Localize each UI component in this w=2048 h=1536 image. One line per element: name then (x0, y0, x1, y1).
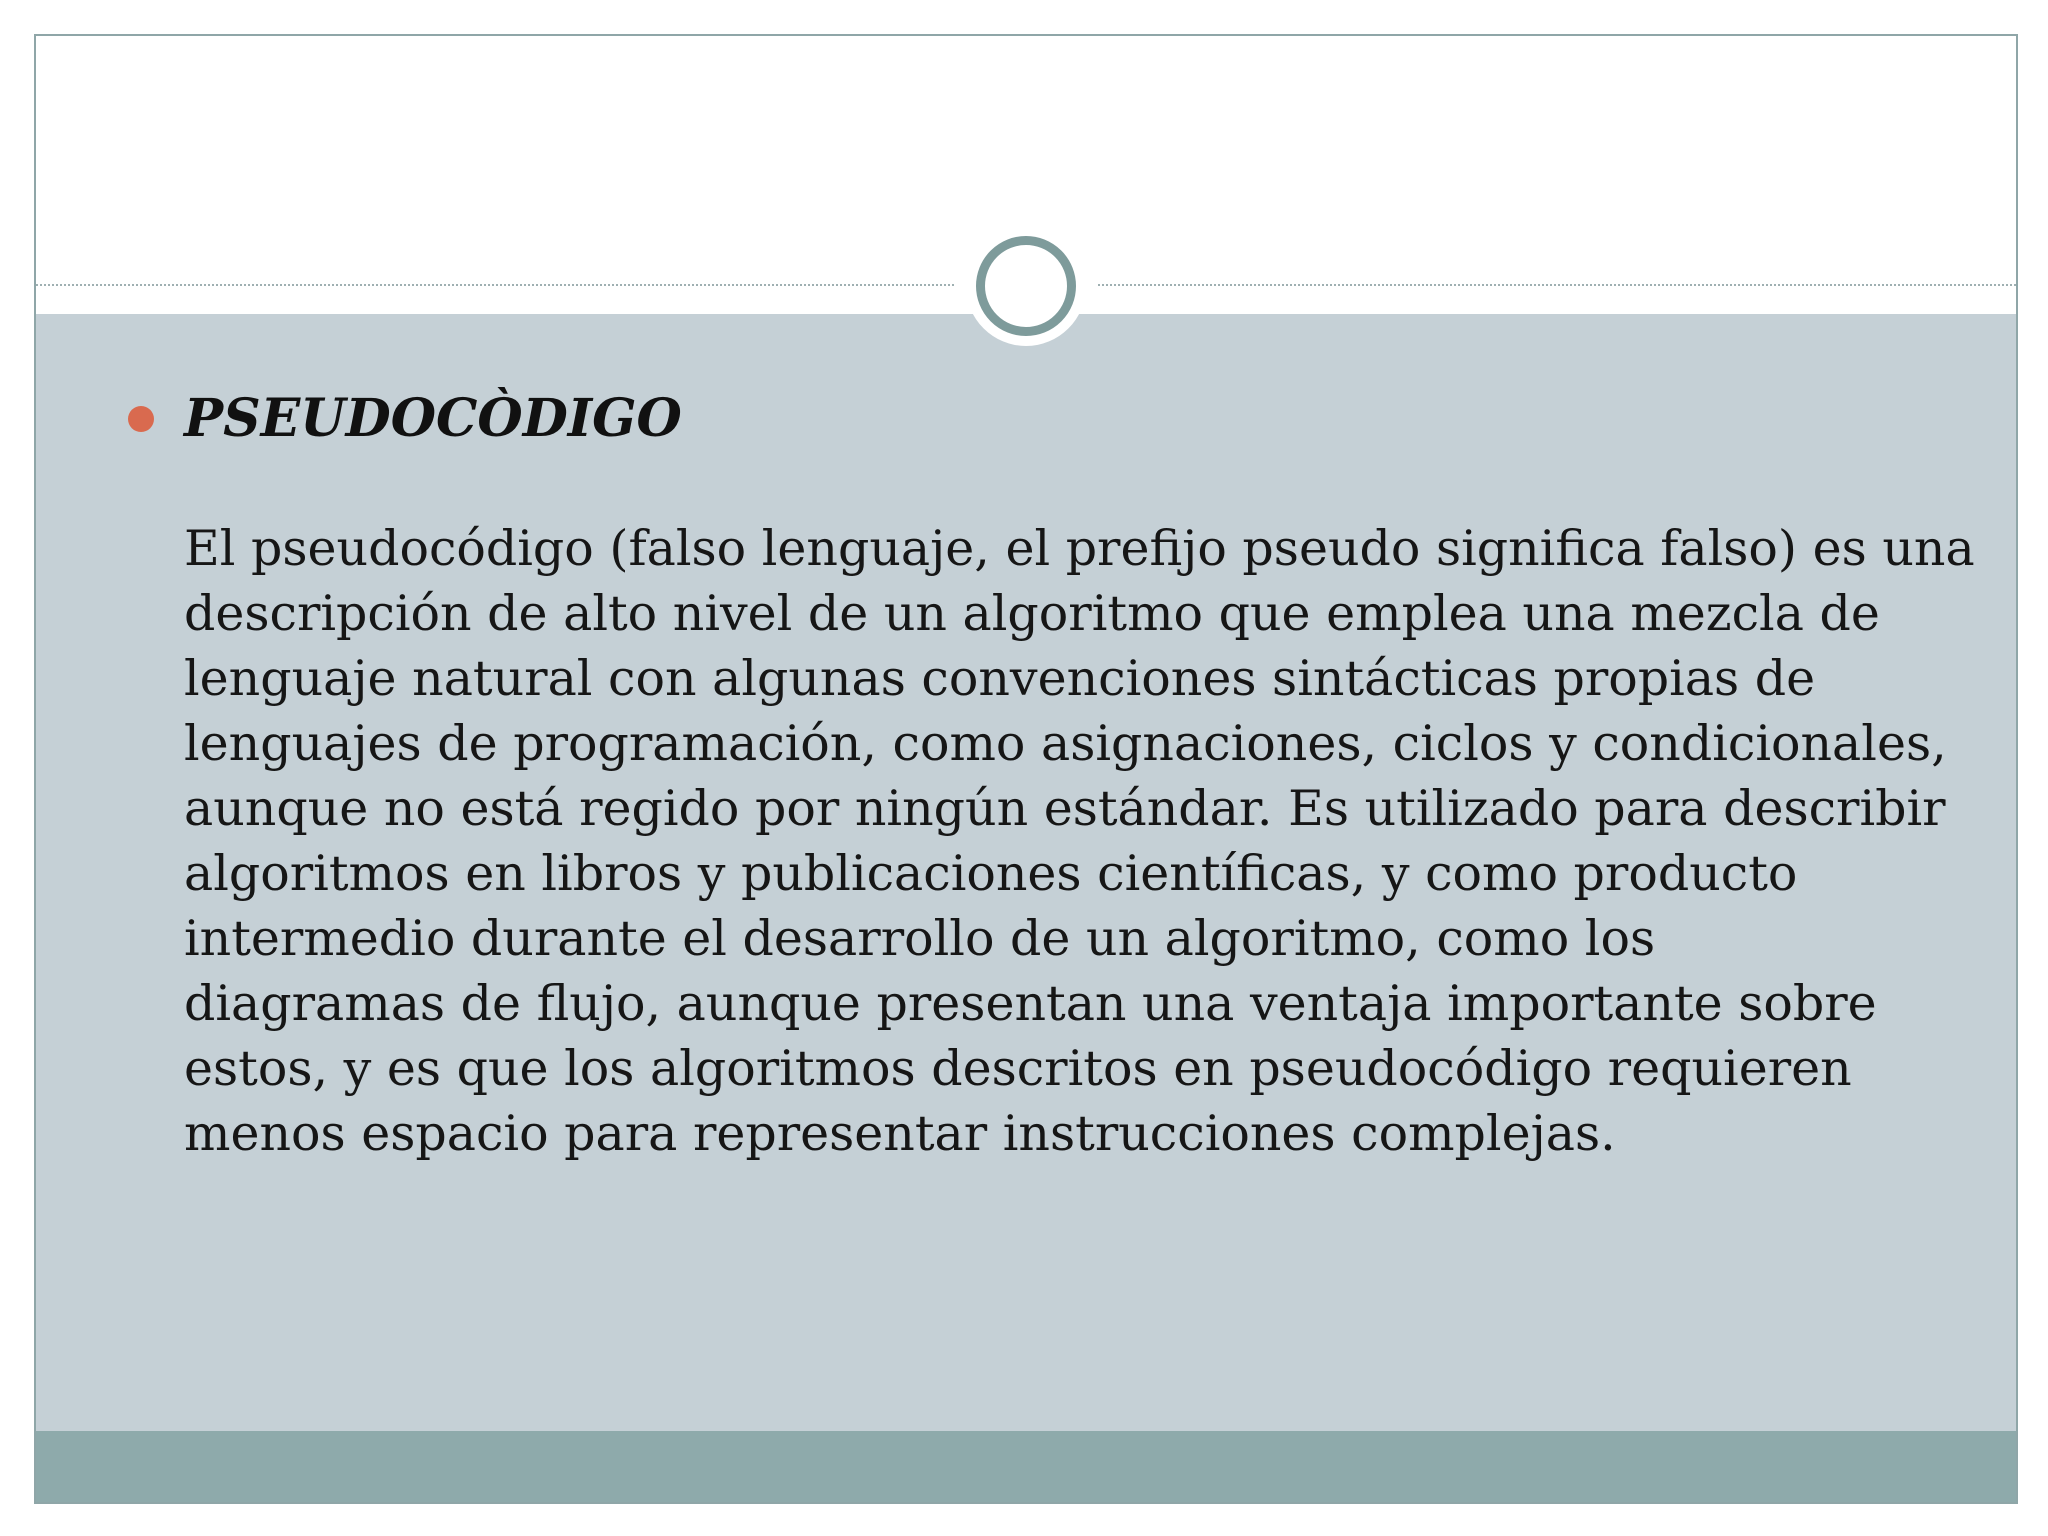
bullet-dot-icon (128, 406, 154, 432)
slide (34, 34, 2018, 1504)
paragraph-line: estos, y es que los algoritmos descritos en pseudocódigo requieren (184, 1040, 1852, 1097)
paragraph-line: menos espacio para representar instrucciones complejas. (184, 1105, 1616, 1162)
header-divider-left (36, 284, 954, 286)
footer-band (36, 1431, 2016, 1502)
paragraph-line: diagramas de flujo, aunque presentan una ventaja importante sobre (184, 975, 1877, 1032)
header-divider-right (1098, 284, 2016, 286)
paragraph-line: descripción de alto nivel de un algoritmo que emplea una mezcla de (184, 585, 1880, 642)
paragraph-line: algoritmos en libros y publicaciones científicas, y como producto (184, 845, 1798, 902)
slide-heading: PSEUDOCÒDIGO (184, 388, 682, 449)
body-paragraph (184, 516, 1984, 1166)
paragraph-line: lenguajes de programación, como asignaciones, ciclos y condicionales, (184, 715, 1947, 772)
paragraph-line: intermedio durante el desarrollo de un algoritmo, como los (184, 910, 1656, 967)
paragraph-line: lenguaje natural con algunas convenciones sintácticas propias de (184, 650, 1816, 707)
ring-icon (976, 236, 1076, 336)
paragraph-line: aunque no está regido por ningún estándar. Es utilizado para describir (184, 780, 1946, 837)
paragraph-line: El pseudocódigo (falso lenguaje, el prefijo pseudo significa falso) es una (184, 520, 1975, 577)
